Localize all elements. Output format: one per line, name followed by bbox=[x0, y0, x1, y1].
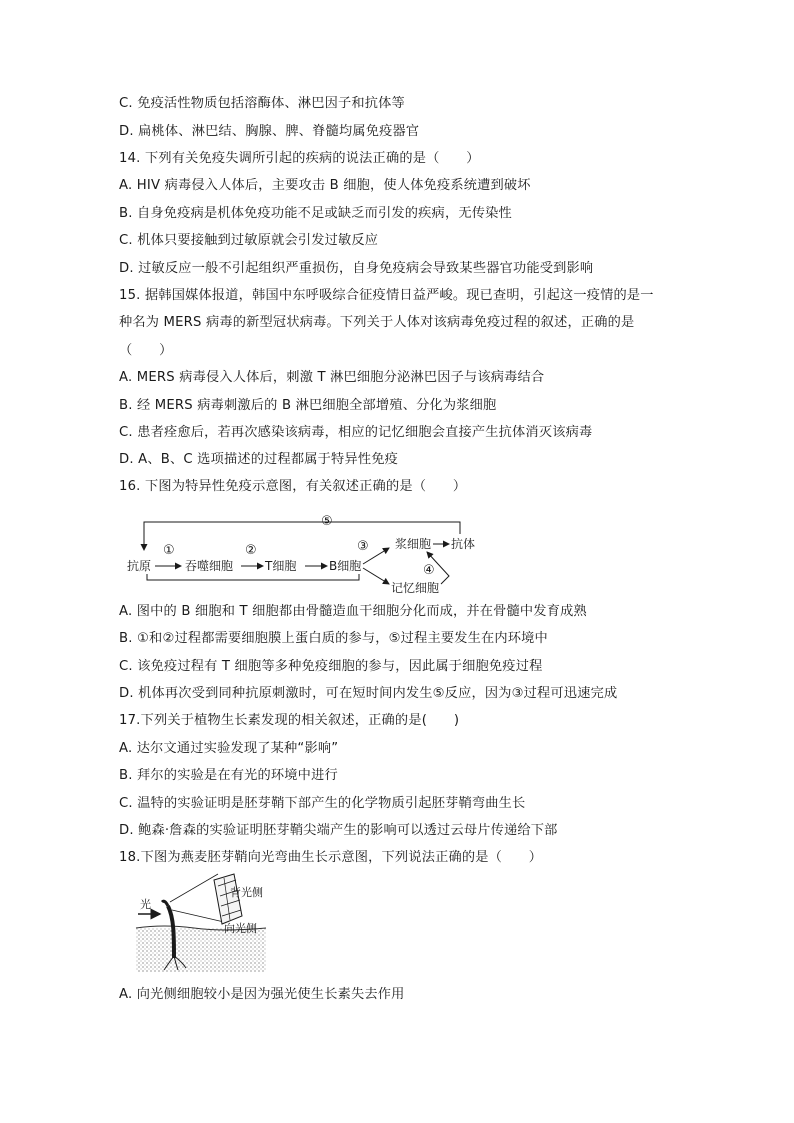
memory-cell-label: 记忆细胞 bbox=[391, 581, 440, 595]
q17-stem: 17.下列关于植物生长素发现的相关叙述，正确的是( ) bbox=[119, 713, 460, 728]
q17-option-b: B. 拜尔的实验是在有光的环境中进行 bbox=[119, 768, 338, 783]
q15-stem-line2: 种名为 MERS 病毒的新型冠状病毒。下列关于人体对该病毒免疫过程的叙述，正确的是 bbox=[119, 315, 635, 330]
q15-stem-line1: 15. 据韩国媒体报道，韩国中东呼吸综合征疫情日益严峻。现已查明，引起这一疫情的是一 bbox=[119, 288, 654, 303]
coleoptile-phototropism-diagram bbox=[134, 866, 274, 974]
q13-option-c: C. 免疫活性物质包括溶酶体、淋巴因子和抗体等 bbox=[119, 96, 405, 111]
step-2-label: ② bbox=[245, 543, 257, 558]
t-cell-label: T细胞 bbox=[265, 559, 297, 573]
q15-stem-line3: （ ） bbox=[119, 343, 173, 358]
q18-stem: 18.下图为燕麦胚芽鞘向光弯曲生长示意图，下列说法正确的是（ ） bbox=[119, 850, 543, 865]
light-label: 光 bbox=[140, 898, 151, 911]
phagocyte-label: 吞噬细胞 bbox=[185, 559, 234, 573]
plasma-cell-label: 浆细胞 bbox=[395, 537, 432, 551]
b-cell-label: B细胞 bbox=[329, 559, 362, 573]
q15-option-d: D. A、B、C 选项描述的过程都属于特异性免疫 bbox=[119, 452, 398, 467]
q16-option-c: C. 该免疫过程有 T 细胞等多种免疫细胞的参与，因此属于细胞免疫过程 bbox=[119, 659, 543, 674]
light-side-label: 向光侧 bbox=[224, 922, 257, 935]
immune-process-diagram bbox=[119, 506, 489, 598]
step-3-label: ③ bbox=[357, 539, 369, 554]
q17-option-a: A. 达尔文通过实验发现了某种“影响” bbox=[119, 741, 339, 756]
q14-option-c: C. 机体只要接触到过敏原就会引发过敏反应 bbox=[119, 233, 379, 248]
step-4-label: ④ bbox=[423, 563, 435, 578]
q16-option-d: D. 机体再次受到同种抗原刺激时，可在短时间内发生⑤反应，因为③过程可迅速完成 bbox=[119, 686, 618, 701]
step-1-label: ① bbox=[163, 543, 175, 558]
q13-option-d: D. 扁桃体、淋巴结、胸腺、脾、脊髓均属免疫器官 bbox=[119, 124, 420, 139]
shade-side-label: 背光侧 bbox=[230, 886, 263, 899]
q14-option-a: A. HIV 病毒侵入人体后，主要攻击 B 细胞，使人体免疫系统遭到破坏 bbox=[119, 178, 531, 193]
q16-option-a: A. 图中的 B 细胞和 T 细胞都由骨髓造血干细胞分化而成，并在骨髓中发育成熟 bbox=[119, 604, 587, 619]
antibody-label: 抗体 bbox=[451, 537, 476, 551]
q17-option-c: C. 温特的实验证明是胚芽鞘下部产生的化学物质引起胚芽鞘弯曲生长 bbox=[119, 796, 526, 811]
q15-option-b: B. 经 MERS 病毒刺激后的 B 淋巴细胞全部增殖、分化为浆细胞 bbox=[119, 398, 497, 413]
q14-option-b: B. 自身免疫病是机体免疫功能不足或缺乏而引发的疾病，无传染性 bbox=[119, 206, 512, 221]
q16-option-b: B. ①和②过程都需要细胞膜上蛋白质的参与，⑤过程主要发生在内环境中 bbox=[119, 631, 548, 646]
antigen-label: 抗原 bbox=[127, 559, 152, 573]
q17-option-d: D. 鲍森·詹森的实验证明胚芽鞘尖端产生的影响可以透过云母片传递给下部 bbox=[119, 823, 558, 838]
q15-option-a: A. MERS 病毒侵入人体后，刺激 T 淋巴细胞分泌淋巴因子与该病毒结合 bbox=[119, 370, 545, 385]
step-5-label: ⑤ bbox=[321, 514, 333, 529]
q16-stem: 16. 下图为特异性免疫示意图，有关叙述正确的是（ ） bbox=[119, 479, 467, 494]
q14-option-d: D. 过敏反应一般不引起组织严重损伤，自身免疫病会导致某些器官功能受到影响 bbox=[119, 261, 594, 276]
q14-stem: 14. 下列有关免疫失调所引起的疾病的说法正确的是（ ） bbox=[119, 151, 480, 166]
q18-option-a: A. 向光侧细胞较小是因为强光使生长素失去作用 bbox=[119, 987, 405, 1002]
q15-option-c: C. 患者痊愈后，若再次感染该病毒，相应的记忆细胞会直接产生抗体消灭该病毒 bbox=[119, 425, 593, 440]
